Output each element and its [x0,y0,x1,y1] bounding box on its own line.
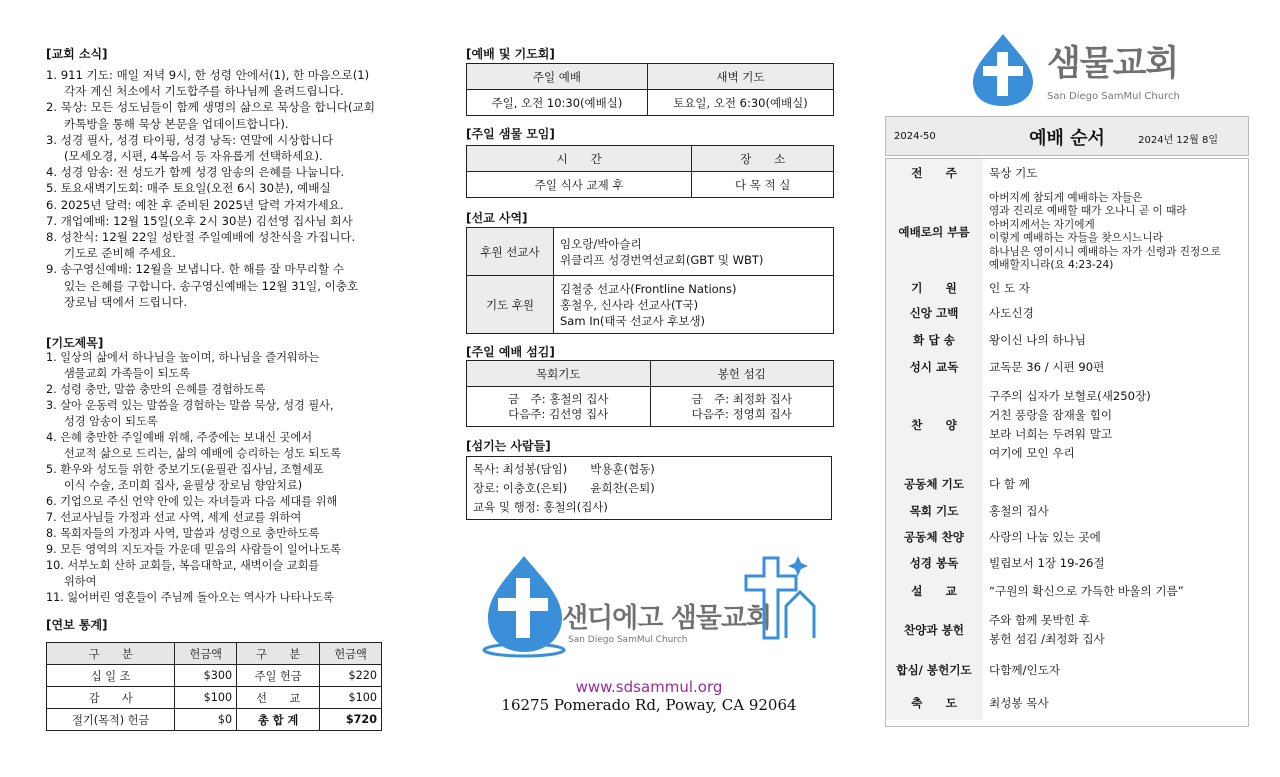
table-header: 시 간 [467,146,692,172]
order-line: 아버지께 참되게 예배하는 자들은 [989,191,1143,204]
finance-header: 구 분 [237,643,320,665]
website-link[interactable]: www.sdsammul.org [575,678,723,696]
order-label: 합심/ 봉헌기도 [885,654,983,686]
logo-subtitle: San Diego SamMul Church [568,635,688,645]
prayer-item: 1. 일상의 삶에서 하나님을 높이며, 하나님을 즐거워하는 [46,351,320,364]
order-line: 홍철의 집사 [989,503,1049,518]
order-row [885,550,1249,576]
mission-line: 홍철우, 신사라 선교사(T국) [560,297,699,312]
prayer-item: 성경 암송이 되도록 [64,415,158,428]
order-label: 화 답 송 [885,326,983,354]
prayer-item: 4. 은혜 충만한 주일예배 위해, 주중에는 보내신 곳에서 [46,431,313,444]
mission-label: 기도 후원 [467,276,554,334]
order-line: 하나님은 영이시니 예배하는 자가 신령과 진정으로 [989,245,1221,258]
finance-cell: 주일 헌금 [237,665,320,687]
order-line: 거친 풍랑을 잠재울 힘이 [989,408,1113,422]
water-drop-logo-icon [476,548,576,658]
order-row [885,276,1249,300]
order-label: 기 원 [885,276,983,300]
order-value [983,686,1249,720]
order-label: 공동체 기도 [885,470,983,498]
order-row [885,606,1249,654]
water-drop-logo-icon [967,30,1039,106]
mission-line: 김철중 선교사(Frontline Nations) [560,281,737,296]
order-row [885,654,1249,686]
order-label: 찬 양 [885,380,983,470]
order-line: 주와 함께 못박힌 후 [989,613,1090,627]
worship-times-title: [예배 및 기도회] [466,47,555,61]
table-cell: 토요일, 오전 6:30(예배실) [647,90,833,116]
order-label: 성경 봉독 [885,550,983,576]
finance-title: [연보 통계] [46,618,108,632]
order-label: 전 주 [885,158,983,188]
order-line: 빌립보서 1장 19-26절 [989,555,1105,570]
order-value [983,276,1249,300]
table-row [467,90,834,116]
prayer-item: 선교적 삶으로 드리는, 삶의 예배에 승리하는 성도 되도록 [64,447,342,460]
table-row [467,387,834,427]
mission-line: Sam In(태국 선교사 후보생) [560,313,706,328]
mission-label: 후원 선교사 [467,228,554,276]
order-line: 교독문 36 / 시편 90편 [989,359,1105,374]
order-value [983,550,1249,576]
order-table [885,158,1249,720]
order-line: 구주의 십자가 보혈로(새250장) [989,389,1151,403]
news-list [46,67,375,310]
order-line: 다함께/인도자 [989,662,1061,677]
table-cell: 주일, 오전 10:30(예배실) [467,90,648,116]
order-header [885,116,1249,156]
table-row [467,276,834,334]
logo-name: 샘물교회 [1047,44,1179,84]
church-building-icon [734,548,824,648]
server-line: 목사: 최성봉(담임) 박용훈(협동) [473,462,655,476]
prayer-item: 8. 목회자들의 가정과 사역, 말씀과 성령으로 충만하도록 [46,527,320,540]
order-line: 사랑의 나눔 있는 곳에 [989,529,1101,544]
order-line: 아버지께서는 자기에게 [989,218,1095,231]
missions-table [466,227,834,334]
order-line: “구원의 확신으로 가득한 바울의 기름” [989,583,1184,598]
news-item: (모세오경, 시편, 4복음서 등 자유롭게 선택하세요). [64,149,323,164]
order-line: 예배할지니라(요 4:23-24) [989,259,1114,271]
mission-value [554,228,834,276]
servers-box [466,456,832,520]
order-row [885,326,1249,354]
order-row [885,158,1249,188]
order-label: 예배로의 부름 [885,188,983,276]
table-row [467,228,834,276]
prayer-item: 2. 성령 충만, 말씀 충만의 은혜를 경험하도록 [46,383,266,396]
order-row [885,498,1249,524]
news-item: 8. 성찬식: 12월 22일 성탄절 주일예배에 성찬식을 가집니다. [46,230,356,245]
prayer-item: 11. 잃어버린 영혼들이 주님께 돌아오는 역사가 나타나도록 [46,591,334,604]
order-label: 설 교 [885,576,983,606]
order-value [983,380,1249,470]
prayer-item: 9. 모든 영역의 지도자들 가운데 믿음의 사람들이 일어나도록 [46,543,341,556]
prayer-item: 5. 환우와 성도들 위한 중보기도(윤필관 집사님, 조혈세포 [46,463,324,476]
order-line: 최성봉 목사 [989,695,1049,710]
news-item: 카톡방을 통해 묵상 본문을 업데이트합니다). [64,116,289,131]
prayer-list [46,350,341,606]
finance-header: 헌금액 [320,643,382,665]
table-row [47,687,382,709]
prayer-item: 7. 선교사님들 가정과 선교 사역, 세계 선교를 위하여 [46,511,302,524]
logo-name: 샌디에고 샘물교회 [562,603,772,634]
church-address: 16275 Pomerado Rd, Poway, CA 92064 [501,696,797,714]
finance-header: 구 분 [47,643,175,665]
finance-cell: $720 [320,709,382,731]
order-row [885,188,1249,276]
finance-header: 헌금액 [175,643,237,665]
table-header: 장 소 [692,146,834,172]
table-row [47,709,382,731]
duty-line: 다음주: 정영희 집사 [691,406,792,421]
table-row [467,172,834,198]
order-row [885,576,1249,606]
news-item: 기도로 준비해 주세요. [64,246,176,261]
table-cell [467,387,651,427]
bulletin-number: 2024-50 [894,131,936,142]
order-value [983,354,1249,380]
order-value [983,470,1249,498]
table-header: 목회기도 [467,361,651,387]
order-line: 다 함 께 [989,476,1030,491]
order-row [885,524,1249,550]
news-item: 장로님 댁에서 드립니다. [64,294,188,309]
worship-times-table [466,63,834,116]
finance-cell: 절기(목적) 헌금 [47,709,175,731]
server-line: 교육 및 행정: 홍철의(집사) [473,500,608,514]
news-item: 1. 911 기도: 매일 저녁 9시, 한 성령 안에서(1), 한 마음으로(1) [46,68,370,82]
finance-cell: $100 [175,687,237,709]
order-value [983,524,1249,550]
order-value [983,326,1249,354]
duty-line: 금 주: 최정화 집사 [691,391,792,406]
order-value [983,300,1249,326]
order-row [885,354,1249,380]
finance-cell: $300 [175,665,237,687]
order-line: 봉헌 섬김 /최정화 집사 [989,632,1105,646]
samul-meeting-table [466,145,834,198]
samul-meeting-title: [주일 샘물 모임] [466,127,555,141]
prayer-item: 이식 수술, 조미희 집사, 윤필상 장로님 향암치료) [64,479,303,492]
finance-cell: $220 [320,665,382,687]
order-value [983,654,1249,686]
news-item: 7. 개업예배: 12월 15일(오후 2시 30분) 김선영 집사님 회사 [46,213,353,228]
prayer-item: 6. 기업으로 주신 언약 안에 있는 자녀들과 다음 세대를 위해 [46,495,338,508]
service-duty-title: [주일 예배 섬김] [466,345,555,359]
news-item: 3. 성경 필사, 성경 타이핑, 성경 낭독: 연말에 시상합니다 [46,132,334,147]
order-line: 영과 진리로 예배할 때가 오나니 곧 이 때라 [989,205,1187,217]
finance-cell: 감 사 [47,687,175,709]
news-title: [교회 소식] [46,47,108,61]
news-item: 있는 은혜를 구합니다. 송구영신예배는 12월 31일, 이충호 [64,278,359,293]
order-value [983,158,1249,188]
church-logo-large [476,548,816,658]
order-label: 찬양과 봉헌 [885,606,983,654]
order-label: 축 도 [885,686,983,720]
order-title: 예배 순서 [1029,128,1105,149]
finance-cell: 총 합 계 [237,709,320,731]
order-row [885,470,1249,498]
table-row [47,665,382,687]
mission-line: 임오랑/박아슬리 [560,236,642,251]
prayer-item: 10. 서부노회 산하 교회들, 복음대학교, 새벽이슬 교회를 [46,559,320,572]
table-cell: 주일 식사 교제 후 [467,172,692,198]
mission-line: 위클리프 성경번역선교회(GBT 및 WBT) [560,252,764,267]
servers-title: [섬기는 사람들] [466,439,551,453]
order-line: 묵상 기도 [989,165,1038,180]
finance-cell: $0 [175,709,237,731]
order-row [885,300,1249,326]
table-header: 주일 예배 [467,64,648,90]
prayer-item: 샘물교회 가족들이 되도록 [64,367,190,380]
finance-cell: $100 [320,687,382,709]
finance-table [46,642,382,731]
news-item: 5. 토요새벽기도회: 매주 토요일(오전 6시 30분), 예배실 [46,181,331,196]
order-value [983,606,1249,654]
order-value [983,576,1249,606]
order-value [983,498,1249,524]
table-header: 봉헌 섬김 [650,361,834,387]
table-header: 새벽 기도 [647,64,833,90]
order-line: 여기에 모인 우리 [989,446,1075,460]
duty-line: 금 주: 홍철의 집사 [508,391,609,406]
server-line: 장로: 이충호(은퇴) 윤희찬(은퇴) [473,481,655,495]
order-line: 사도신경 [989,305,1034,320]
news-item: 6. 2025년 달력: 예찬 후 준비된 2025년 달력 가져가세요. [46,197,344,212]
service-duty-table [466,360,834,427]
church-logo-top [967,30,1187,110]
table-cell: 다 목 적 실 [692,172,834,198]
order-label: 공동체 찬양 [885,524,983,550]
order-line: 보라 너희는 두려워 말고 [989,427,1113,441]
mission-value [554,276,834,334]
duty-line: 다음주: 김선영 집사 [508,406,609,421]
order-row [885,686,1249,720]
order-label: 목회 기도 [885,498,983,524]
order-line: 인 도 자 [989,280,1030,295]
news-item: 각자 계신 처소에서 기도합주를 하나님께 올려드립니다. [64,84,344,99]
order-row [885,380,1249,470]
logo-subtitle: San Diego SamMul Church [1047,91,1180,102]
prayer-item: 3. 살아 운동력 있는 말씀을 경험하는 말씀 묵상, 성경 필사, [46,399,334,412]
news-item: 9. 송구영신예배: 12월을 보냅니다. 한 해를 잘 마무리할 수 [46,262,345,277]
order-line: 왕이신 나의 하나님 [989,332,1086,347]
table-cell [650,387,834,427]
order-value [983,188,1249,276]
bulletin-date: 2024년 12월 8일 [1138,135,1218,146]
missions-title: [선교 사역] [466,211,528,225]
order-label: 성시 교독 [885,354,983,380]
news-item: 2. 묵상: 모든 성도님들이 함께 생명의 삶으로 묵상을 합니다(교회 [46,100,375,115]
prayer-item: 위하여 [64,575,97,588]
prayer-title: [기도제목] [46,336,104,350]
order-line: 이렇게 예배하는 자들을 찾으시느니라 [989,232,1163,244]
order-label: 신앙 고백 [885,300,983,326]
finance-cell: 선 교 [237,687,320,709]
finance-cell: 십 일 조 [47,665,175,687]
news-item: 4. 성경 암송: 전 성도가 함께 성경 암송의 은혜를 나눕니다. [46,165,345,180]
